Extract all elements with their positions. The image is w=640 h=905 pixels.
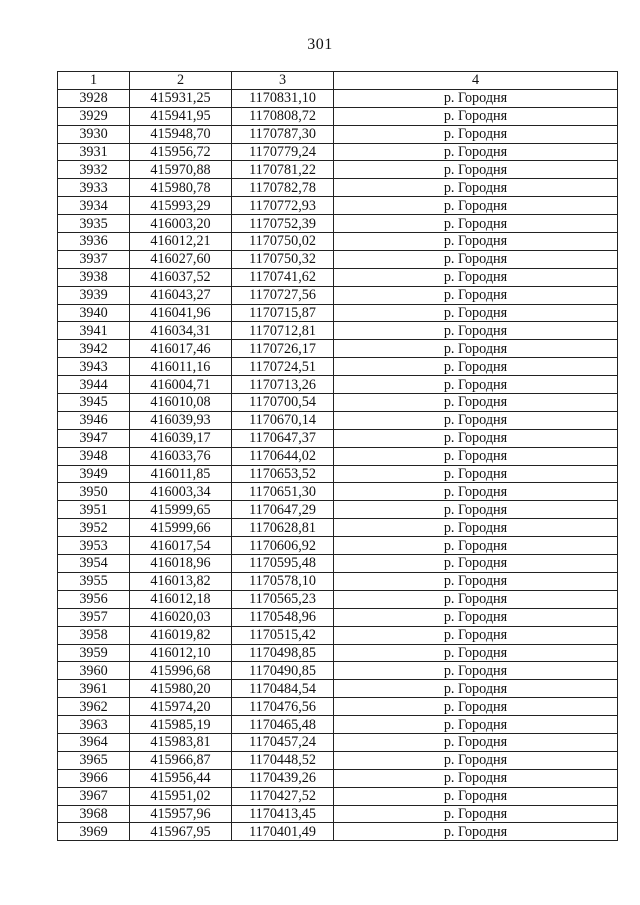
table-row: [58, 662, 618, 680]
page-number: 301: [307, 36, 333, 53]
x-coordinate-cell: 416017,46: [130, 340, 232, 358]
point-number-cell: 3946: [58, 411, 130, 429]
x-coordinate-cell: 416039,93: [130, 411, 232, 429]
x-coordinate-cell: 415957,96: [130, 805, 232, 823]
x-coordinate-cell: 416020,03: [130, 608, 232, 626]
description-cell: р. Городня: [334, 340, 618, 358]
description-cell: р. Городня: [334, 501, 618, 519]
x-coordinate-cell: 416018,96: [130, 555, 232, 573]
x-coordinate-cell: 416003,34: [130, 483, 232, 501]
y-coordinate-cell: 1170670,14: [232, 411, 334, 429]
y-coordinate-cell: 1170700,54: [232, 394, 334, 412]
description-cell: р. Городня: [334, 716, 618, 734]
point-number-cell: 3959: [58, 644, 130, 662]
description-cell: р. Городня: [334, 662, 618, 680]
description-cell: р. Городня: [334, 286, 618, 304]
table-row: [58, 555, 618, 573]
description-cell: р. Городня: [334, 572, 618, 590]
table-body: [58, 89, 618, 840]
table-row: [58, 429, 618, 447]
x-coordinate-cell: 416004,71: [130, 376, 232, 394]
description-cell: р. Городня: [334, 751, 618, 769]
table-row: [58, 197, 618, 215]
table-row: [58, 376, 618, 394]
x-coordinate-cell: 416011,85: [130, 465, 232, 483]
description-cell: р. Городня: [334, 519, 618, 537]
table-row: [58, 304, 618, 322]
x-coordinate-cell: 416010,08: [130, 394, 232, 412]
point-number-cell: 3935: [58, 215, 130, 233]
x-coordinate-cell: 415993,29: [130, 197, 232, 215]
table-row: [58, 823, 618, 841]
table-row: [58, 322, 618, 340]
point-number-cell: 3953: [58, 537, 130, 555]
point-number-cell: 3951: [58, 501, 130, 519]
table-row: [58, 250, 618, 268]
description-cell: р. Городня: [334, 233, 618, 251]
x-coordinate-cell: 416027,60: [130, 250, 232, 268]
table-row: [58, 519, 618, 537]
x-coordinate-cell: 415970,88: [130, 161, 232, 179]
table-row: [58, 590, 618, 608]
point-number-cell: 3954: [58, 555, 130, 573]
coordinates-table: [57, 71, 618, 841]
table-row: [58, 501, 618, 519]
header-row: [58, 72, 618, 90]
point-number-cell: 3960: [58, 662, 130, 680]
table-row: [58, 626, 618, 644]
y-coordinate-cell: 1170713,26: [232, 376, 334, 394]
y-coordinate-cell: 1170490,85: [232, 662, 334, 680]
point-number-cell: 3931: [58, 143, 130, 161]
description-cell: р. Городня: [334, 590, 618, 608]
description-cell: р. Городня: [334, 322, 618, 340]
x-coordinate-cell: 416012,18: [130, 590, 232, 608]
y-coordinate-cell: 1170548,96: [232, 608, 334, 626]
x-coordinate-cell: 415985,19: [130, 716, 232, 734]
point-number-cell: 3942: [58, 340, 130, 358]
table-row: [58, 787, 618, 805]
description-cell: р. Городня: [334, 143, 618, 161]
x-coordinate-cell: 415967,95: [130, 823, 232, 841]
y-coordinate-cell: 1170831,10: [232, 89, 334, 107]
y-coordinate-cell: 1170715,87: [232, 304, 334, 322]
table-row: [58, 751, 618, 769]
y-coordinate-cell: 1170628,81: [232, 519, 334, 537]
y-coordinate-cell: 1170727,56: [232, 286, 334, 304]
x-coordinate-cell: 416019,82: [130, 626, 232, 644]
y-coordinate-cell: 1170427,52: [232, 787, 334, 805]
point-number-cell: 3958: [58, 626, 130, 644]
x-coordinate-cell: 415966,87: [130, 751, 232, 769]
header-cell-y: 3: [232, 72, 334, 90]
point-number-cell: 3944: [58, 376, 130, 394]
table-row: [58, 716, 618, 734]
x-coordinate-cell: 416041,96: [130, 304, 232, 322]
point-number-cell: 3957: [58, 608, 130, 626]
y-coordinate-cell: 1170565,23: [232, 590, 334, 608]
point-number-cell: 3941: [58, 322, 130, 340]
y-coordinate-cell: 1170439,26: [232, 769, 334, 787]
point-number-cell: 3945: [58, 394, 130, 412]
x-coordinate-cell: 415931,25: [130, 89, 232, 107]
description-cell: р. Городня: [334, 197, 618, 215]
point-number-cell: 3967: [58, 787, 130, 805]
table-row: [58, 465, 618, 483]
header-cell-description: 4: [334, 72, 618, 90]
point-number-cell: 3939: [58, 286, 130, 304]
x-coordinate-cell: 415980,78: [130, 179, 232, 197]
point-number-cell: 3949: [58, 465, 130, 483]
description-cell: р. Городня: [334, 411, 618, 429]
description-cell: р. Городня: [334, 680, 618, 698]
description-cell: р. Городня: [334, 787, 618, 805]
description-cell: р. Городня: [334, 537, 618, 555]
x-coordinate-cell: 415999,65: [130, 501, 232, 519]
y-coordinate-cell: 1170484,54: [232, 680, 334, 698]
table-row: [58, 143, 618, 161]
y-coordinate-cell: 1170741,62: [232, 268, 334, 286]
description-cell: р. Городня: [334, 465, 618, 483]
y-coordinate-cell: 1170772,93: [232, 197, 334, 215]
table-row: [58, 268, 618, 286]
table-row: [58, 411, 618, 429]
point-number-cell: 3963: [58, 716, 130, 734]
header-cell-x: 2: [130, 72, 232, 90]
y-coordinate-cell: 1170726,17: [232, 340, 334, 358]
point-number-cell: 3943: [58, 358, 130, 376]
y-coordinate-cell: 1170465,48: [232, 716, 334, 734]
description-cell: р. Городня: [334, 805, 618, 823]
point-number-cell: 3966: [58, 769, 130, 787]
table-row: [58, 537, 618, 555]
point-number-cell: 3962: [58, 698, 130, 716]
y-coordinate-cell: 1170515,42: [232, 626, 334, 644]
x-coordinate-cell: 416039,17: [130, 429, 232, 447]
x-coordinate-cell: 416037,52: [130, 268, 232, 286]
y-coordinate-cell: 1170413,45: [232, 805, 334, 823]
y-coordinate-cell: 1170457,24: [232, 733, 334, 751]
description-cell: р. Городня: [334, 250, 618, 268]
table-row: [58, 107, 618, 125]
y-coordinate-cell: 1170644,02: [232, 447, 334, 465]
point-number-cell: 3934: [58, 197, 130, 215]
description-cell: р. Городня: [334, 179, 618, 197]
table-row: [58, 698, 618, 716]
description-cell: р. Городня: [334, 626, 618, 644]
x-coordinate-cell: 416033,76: [130, 447, 232, 465]
table-row: [58, 483, 618, 501]
x-coordinate-cell: 416034,31: [130, 322, 232, 340]
x-coordinate-cell: 415999,66: [130, 519, 232, 537]
point-number-cell: 3961: [58, 680, 130, 698]
y-coordinate-cell: 1170595,48: [232, 555, 334, 573]
point-number-cell: 3940: [58, 304, 130, 322]
table-row: [58, 340, 618, 358]
point-number-cell: 3937: [58, 250, 130, 268]
point-number-cell: 3955: [58, 572, 130, 590]
x-coordinate-cell: 415956,44: [130, 769, 232, 787]
y-coordinate-cell: 1170651,30: [232, 483, 334, 501]
table-row: [58, 644, 618, 662]
y-coordinate-cell: 1170712,81: [232, 322, 334, 340]
table-row: [58, 161, 618, 179]
point-number-cell: 3947: [58, 429, 130, 447]
y-coordinate-cell: 1170808,72: [232, 107, 334, 125]
y-coordinate-cell: 1170782,78: [232, 179, 334, 197]
description-cell: р. Городня: [334, 483, 618, 501]
description-cell: р. Городня: [334, 268, 618, 286]
y-coordinate-cell: 1170606,92: [232, 537, 334, 555]
point-number-cell: 3969: [58, 823, 130, 841]
description-cell: р. Городня: [334, 608, 618, 626]
description-cell: р. Городня: [334, 394, 618, 412]
x-coordinate-cell: 416043,27: [130, 286, 232, 304]
x-coordinate-cell: 415983,81: [130, 733, 232, 751]
description-cell: р. Городня: [334, 107, 618, 125]
y-coordinate-cell: 1170401,49: [232, 823, 334, 841]
table-row: [58, 680, 618, 698]
table-row: [58, 805, 618, 823]
y-coordinate-cell: 1170498,85: [232, 644, 334, 662]
table-row: [58, 358, 618, 376]
y-coordinate-cell: 1170752,39: [232, 215, 334, 233]
y-coordinate-cell: 1170647,29: [232, 501, 334, 519]
y-coordinate-cell: 1170724,51: [232, 358, 334, 376]
point-number-cell: 3936: [58, 233, 130, 251]
description-cell: р. Городня: [334, 89, 618, 107]
description-cell: р. Городня: [334, 769, 618, 787]
x-coordinate-cell: 415996,68: [130, 662, 232, 680]
table-row: [58, 179, 618, 197]
x-coordinate-cell: 416017,54: [130, 537, 232, 555]
table-row: [58, 394, 618, 412]
x-coordinate-cell: 416003,20: [130, 215, 232, 233]
description-cell: р. Городня: [334, 161, 618, 179]
y-coordinate-cell: 1170578,10: [232, 572, 334, 590]
x-coordinate-cell: 415951,02: [130, 787, 232, 805]
x-coordinate-cell: 415974,20: [130, 698, 232, 716]
x-coordinate-cell: 416012,21: [130, 233, 232, 251]
point-number-cell: 3933: [58, 179, 130, 197]
point-number-cell: 3930: [58, 125, 130, 143]
description-cell: р. Городня: [334, 125, 618, 143]
point-number-cell: 3968: [58, 805, 130, 823]
header-cell-point-number: 1: [58, 72, 130, 90]
point-number-cell: 3950: [58, 483, 130, 501]
description-cell: р. Городня: [334, 698, 618, 716]
y-coordinate-cell: 1170781,22: [232, 161, 334, 179]
table-row: [58, 286, 618, 304]
point-number-cell: 3948: [58, 447, 130, 465]
point-number-cell: 3928: [58, 89, 130, 107]
x-coordinate-cell: 415948,70: [130, 125, 232, 143]
description-cell: р. Городня: [334, 358, 618, 376]
point-number-cell: 3929: [58, 107, 130, 125]
table-row: [58, 125, 618, 143]
point-number-cell: 3932: [58, 161, 130, 179]
y-coordinate-cell: 1170779,24: [232, 143, 334, 161]
description-cell: р. Городня: [334, 555, 618, 573]
y-coordinate-cell: 1170787,30: [232, 125, 334, 143]
x-coordinate-cell: 415941,95: [130, 107, 232, 125]
x-coordinate-cell: 416012,10: [130, 644, 232, 662]
description-cell: р. Городня: [334, 215, 618, 233]
y-coordinate-cell: 1170653,52: [232, 465, 334, 483]
description-cell: р. Городня: [334, 304, 618, 322]
x-coordinate-cell: 416011,16: [130, 358, 232, 376]
table-row: [58, 233, 618, 251]
table-row: [58, 769, 618, 787]
description-cell: р. Городня: [334, 644, 618, 662]
x-coordinate-cell: 416013,82: [130, 572, 232, 590]
y-coordinate-cell: 1170476,56: [232, 698, 334, 716]
y-coordinate-cell: 1170750,02: [232, 233, 334, 251]
x-coordinate-cell: 415980,20: [130, 680, 232, 698]
y-coordinate-cell: 1170647,37: [232, 429, 334, 447]
description-cell: р. Городня: [334, 447, 618, 465]
description-cell: р. Городня: [334, 376, 618, 394]
point-number-cell: 3952: [58, 519, 130, 537]
point-number-cell: 3956: [58, 590, 130, 608]
table-row: [58, 215, 618, 233]
description-cell: р. Городня: [334, 429, 618, 447]
table-row: [58, 447, 618, 465]
table-row: [58, 89, 618, 107]
description-cell: р. Городня: [334, 823, 618, 841]
point-number-cell: 3965: [58, 751, 130, 769]
table-row: [58, 608, 618, 626]
table-row: [58, 572, 618, 590]
y-coordinate-cell: 1170750,32: [232, 250, 334, 268]
point-number-cell: 3938: [58, 268, 130, 286]
description-cell: р. Городня: [334, 733, 618, 751]
y-coordinate-cell: 1170448,52: [232, 751, 334, 769]
table-header: [58, 72, 618, 90]
point-number-cell: 3964: [58, 733, 130, 751]
table-row: [58, 733, 618, 751]
x-coordinate-cell: 415956,72: [130, 143, 232, 161]
